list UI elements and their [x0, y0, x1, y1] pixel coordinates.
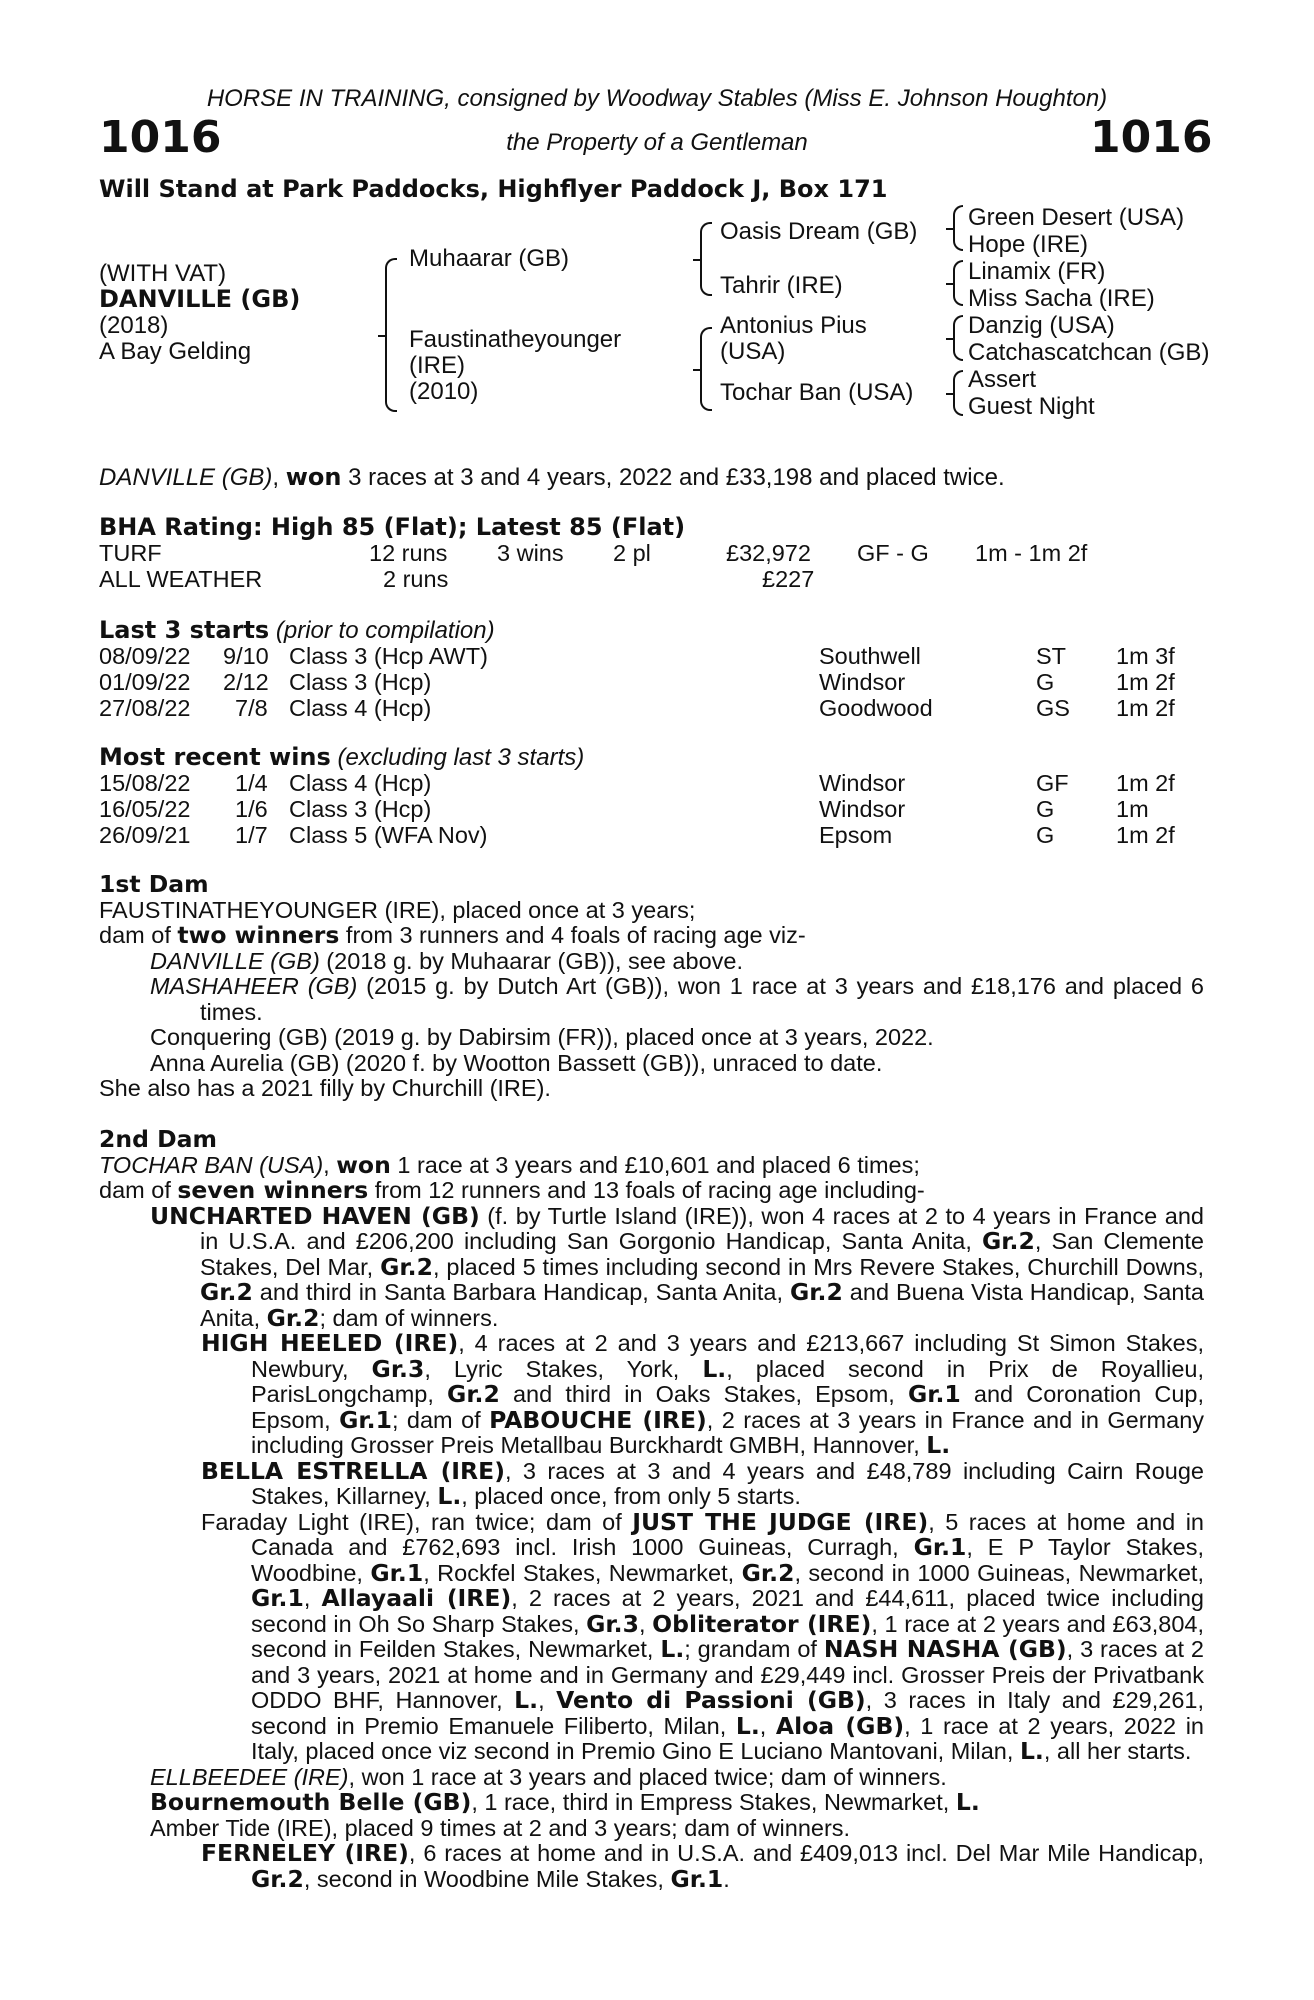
row-class: Class 3 (Hcp AWT) [289, 643, 488, 669]
first-dam-section [99, 872, 1204, 1102]
text: , [323, 1151, 337, 1178]
offspring-name: ELLBEEDEE (IRE) [150, 1763, 349, 1790]
text: , [638, 1610, 653, 1637]
pedigree-dds: Assert [968, 366, 1037, 393]
text: , San Clemente Stakes, Del Mar, [200, 1228, 1204, 1280]
row-course: Goodwood [819, 695, 933, 721]
grade: L. [437, 1482, 462, 1510]
consignment-line: HORSE IN TRAINING, consigned by Woodway Stables (Miss E. Johnson Houghton) [206, 85, 1108, 112]
row-position: 1/6 [235, 796, 268, 822]
text: , placed second in Prix de Royallieu, ParisLongchamp, [251, 1355, 1204, 1407]
text: , 3 races at 3 and 4 years and £48,789 including Cairn Rouge Stakes, Killarney, [251, 1457, 1204, 1509]
text: , 4 races at 2 and 3 years and £213,667 including St Simon Stakes, Newbury, [251, 1330, 1204, 1382]
row-date: 08/09/22 [99, 643, 191, 669]
first-dam-heading: 1st Dam [99, 870, 209, 898]
grade: Gr.2 [251, 1864, 304, 1893]
row-going: GF [1036, 770, 1069, 796]
text: , 1 race at 2 years and £63,804, second in Feilden Stakes, Newmarket, [251, 1610, 1204, 1662]
offspring-name: PABOUCHE (IRE) [489, 1405, 707, 1434]
turf-distance: 1m - 1m 2f [975, 540, 1088, 566]
pedigree-sdd: Miss Sacha (IRE) [968, 285, 1155, 312]
row-date: 01/09/22 [99, 669, 191, 695]
last3-heading [99, 618, 495, 644]
lot-number-left: 1016 [99, 112, 222, 163]
offspring-entry [99, 1456, 1204, 1510]
text: (2018 g. by Muhaarar (GB)), see above. [319, 947, 743, 974]
text: 1 race at 3 years and £10,601 and placed 6 times; [390, 1151, 920, 1178]
horse-name: DANVILLE (GB) [99, 285, 301, 313]
text: ; dam of [391, 1406, 490, 1433]
horse-year: (2018) [99, 312, 169, 339]
recent-heading [99, 745, 584, 771]
grade: L. [1019, 1737, 1044, 1765]
text: , second in 1000 Guineas, Newmarket, [794, 1559, 1204, 1586]
grade: Gr.1 [913, 1533, 967, 1561]
offspring-name: BELLA ESTRELLA (IRE) [201, 1456, 505, 1485]
row-distance: 1m 2f [1116, 695, 1175, 721]
second-dam-section [99, 1127, 1204, 1892]
pedigree-dam-line2: (IRE) [409, 352, 465, 379]
text: , Lyric Stakes, York, [424, 1355, 703, 1382]
offspring-entry [99, 1765, 1204, 1791]
row-class: Class 5 (WFA Nov) [289, 822, 488, 848]
offspring-name: FERNELEY (IRE) [201, 1839, 409, 1867]
pedigree-brace-3d [953, 370, 963, 416]
emphasis: won [336, 1150, 391, 1179]
text: , [759, 1712, 776, 1739]
offspring-name: Obliterator (IRE) [652, 1609, 872, 1638]
row-position: 7/8 [235, 695, 268, 721]
aw-runs: 2 runs [383, 566, 449, 592]
text: , [538, 1687, 557, 1713]
turf-runs: 12 runs [369, 540, 448, 566]
grade: Gr.1 [907, 1380, 961, 1408]
text: , 3 races in Italy and £29,261, second in Premio Emanuele Filiberto, Milan, [251, 1687, 1205, 1739]
text: , 2 races at 2 years, 2021 and £44,611, placed twice including second in Oh So Sharp Stakes, [251, 1585, 1204, 1637]
text: , placed once, from only 5 starts. [461, 1483, 801, 1509]
row-date: 27/08/22 [99, 695, 191, 721]
grade: Gr.1 [370, 1558, 424, 1587]
grade: Gr.2 [790, 1278, 843, 1306]
offspring-name: DANVILLE (GB) [150, 947, 320, 974]
recent-note: (excluding last 3 starts) [330, 744, 585, 771]
text: (f. by Turtle Island (IRE)), won 4 races at 2 to 4 years in France and in U.S.A. and £206,200 including San Gorgonio Handicap, Santa Anita, [200, 1202, 1204, 1254]
grade: Gr.3 [586, 1609, 639, 1638]
pedigree-dss: Danzig (USA) [968, 312, 1115, 339]
recent-title: Most recent wins [99, 743, 331, 771]
pedigree-sd: Tahrir (IRE) [720, 272, 843, 299]
row-class: Class 3 (Hcp) [289, 669, 432, 695]
horse-description: A Bay Gelding [99, 338, 252, 365]
text: , 1 race at 2 years, 2022 in Italy, placed once viz second in Premio Gino E Luciano Mantovani, Milan, [251, 1712, 1204, 1764]
row-distance: 1m [1116, 796, 1149, 822]
pedigree-ds-line1: Antonius Pius [720, 312, 867, 339]
offspring-name: UNCHARTED HAVEN (GB) [150, 1201, 480, 1230]
turf-wins: 3 wins [497, 540, 564, 566]
pedigree-brace-3c [953, 315, 963, 361]
grade: L. [660, 1635, 685, 1663]
text: ; dam of winners. [319, 1304, 499, 1331]
text: ; grandam of [684, 1636, 824, 1662]
text: , 2 races at 3 years in France and in Germany including Grosser Preis Metallbau Burckhardt GMBH, Hannover, [251, 1406, 1205, 1458]
first-dam-note: She also has a 2021 filly by Churchill (IRE). [99, 1075, 551, 1101]
offspring-entry [99, 974, 1204, 1025]
text: from 12 runners and 13 foals of racing age including- [368, 1177, 925, 1203]
grade: Gr.2 [266, 1303, 320, 1332]
row-going: G [1036, 669, 1055, 695]
last3-note: (prior to compilation) [269, 617, 495, 644]
pedigree-brace-2a [700, 222, 712, 296]
grade: L. [926, 1431, 951, 1459]
text: , 1 race, third in Empress Stakes, Newmarket, [471, 1789, 956, 1815]
grade: Gr.2 [200, 1278, 253, 1306]
pedigree-dsd: Catchascatchcan (GB) [968, 339, 1210, 366]
text: , placed 5 times including second in Mrs Revere Stakes, Churchill Downs, [432, 1253, 1204, 1280]
aw-prize: £227 [762, 566, 815, 592]
row-class: Class 4 (Hcp) [289, 695, 432, 721]
row-course: Southwell [819, 643, 921, 669]
text: Faraday Light (IRE), ran twice; dam of [201, 1508, 633, 1535]
second-dam-produce-intro [99, 1178, 1204, 1204]
offspring-name: HIGH HEELED (IRE) [201, 1329, 459, 1357]
turf-prize: £32,972 [726, 540, 811, 566]
offspring-name: Bournemouth Belle (GB) [150, 1788, 472, 1816]
offspring-name: Vento di Passioni (GB) [556, 1686, 866, 1714]
row-distance: 1m 3f [1116, 643, 1175, 669]
offspring-entry [99, 949, 1204, 975]
race-summary: DANVILLE (GB), won 3 races at 3 and 4 years, 2022 and £33,198 and placed twice. [99, 463, 1005, 491]
offspring-name: JUST THE JUDGE (IRE) [632, 1507, 929, 1536]
pedigree-brace-3a [953, 205, 963, 251]
grade: Gr.1 [670, 1864, 724, 1893]
offspring-name: Aloa (GB) [775, 1711, 905, 1740]
text: and Buena Vista Handicap, Santa Anita, [200, 1279, 1204, 1331]
first-dam-produce-intro [99, 923, 1204, 949]
text: , 6 races at home and in U.S.A. and £409,013 incl. Del Mar Mile Handicap, [408, 1840, 1204, 1866]
pedigree-ssd: Hope (IRE) [968, 231, 1089, 258]
pedigree-brace-2b [700, 327, 712, 411]
text: , E P Taylor Stakes, Woodbine, [251, 1534, 1204, 1586]
offspring-entry: Conquering (GB) (2019 g. by Dabirsim (FR)), placed once at 3 years, 2022. [150, 1024, 934, 1050]
text: and Coronation Cup, Epsom, [251, 1381, 1204, 1433]
pedigree-sire: Muhaarar (GB) [409, 245, 570, 272]
stand-location: Will Stand at Park Paddocks, Highflyer Paddock J, Box 171 [99, 175, 888, 203]
text: from 3 runners and 4 foals of racing age viz- [339, 922, 806, 948]
text: and third in Oaks Stakes, Epsom, [499, 1381, 908, 1407]
second-dam-heading: 2nd Dam [99, 1125, 217, 1153]
last3-title: Last 3 starts [99, 616, 270, 644]
turf-placed: 2 pl [613, 540, 651, 566]
text: . [723, 1865, 730, 1892]
text: , won 1 race at 3 years and placed twice; dam of winners. [348, 1763, 947, 1790]
pedigree-sds: Linamix (FR) [968, 258, 1106, 285]
turf-label: TURF [99, 540, 162, 566]
summary-name: DANVILLE (GB) [99, 464, 273, 491]
row-date: 15/08/22 [99, 770, 191, 796]
offspring-entry: Amber Tide (IRE), placed 9 times at 2 and 3 years; dam of winners. [150, 1814, 851, 1841]
grade: Gr.1 [251, 1584, 304, 1612]
aw-label: ALL WEATHER [99, 566, 263, 592]
pedigree-sss: Green Desert (USA) [968, 204, 1185, 231]
vat-note: (WITH VAT) [99, 260, 227, 287]
row-distance: 1m 2f [1116, 770, 1175, 796]
row-distance: 1m 2f [1116, 669, 1175, 695]
row-course: Windsor [819, 796, 906, 822]
row-course: Windsor [819, 669, 906, 695]
grade: L. [702, 1354, 727, 1383]
pedigree-ds-line2: (USA) [720, 338, 786, 365]
row-going: G [1036, 796, 1055, 822]
first-dam-line: FAUSTINATHEYOUNGER (IRE), placed once at 3 years; [99, 896, 696, 923]
grade: Gr.2 [982, 1227, 1035, 1255]
pedigree-dd: Tochar Ban (USA) [720, 379, 914, 406]
summary-text: 3 races at 3 and 4 years, 2022 and £33,198 and placed twice. [341, 464, 1005, 491]
row-class: Class 3 (Hcp) [289, 796, 432, 822]
grade: L. [514, 1686, 539, 1714]
property-line: the Property of a Gentleman [506, 129, 808, 156]
grade: Gr.2 [380, 1252, 433, 1281]
grade: Gr.3 [371, 1354, 425, 1383]
offspring-entry [99, 1841, 1204, 1892]
grade: Gr.2 [447, 1380, 500, 1408]
grade: L. [735, 1711, 760, 1740]
row-position: 2/12 [223, 669, 269, 695]
text: , Rockfel Stakes, Newmarket, [423, 1559, 742, 1586]
turf-going: GF - G [857, 540, 929, 566]
grade: L. [955, 1788, 980, 1816]
row-course: Epsom [819, 822, 893, 848]
pedigree-brace-1 [385, 258, 397, 412]
offspring-name: Allayaali (IRE) [321, 1584, 512, 1612]
rating-heading: BHA Rating: High 85 (Flat); Latest 85 (Flat) [99, 513, 686, 541]
pedigree-brace-3b [953, 260, 963, 306]
row-class: Class 4 (Hcp) [289, 770, 432, 796]
row-going: G [1036, 822, 1055, 848]
lot-number-right: 1016 [1090, 112, 1213, 163]
offspring-entry [99, 1201, 1204, 1332]
offspring-entry [99, 1790, 1204, 1816]
summary-won: won [285, 463, 342, 491]
text: , second in Woodbine Mile Stakes, [303, 1865, 671, 1892]
emphasis: two winners [177, 921, 340, 949]
row-date: 16/05/22 [99, 796, 191, 822]
text: , all her starts. [1043, 1738, 1192, 1764]
pedigree-ss: Oasis Dream (GB) [720, 218, 918, 245]
grade: Gr.1 [339, 1405, 392, 1434]
pedigree-dam-line3: (2010) [409, 378, 479, 405]
text: , 5 races at home and in Canada and £762,693 incl. Irish 1000 Guineas, Curragh, [251, 1508, 1204, 1560]
row-going: GS [1036, 695, 1070, 721]
row-date: 26/09/21 [99, 822, 191, 848]
dam-name: TOCHAR BAN (USA) [99, 1151, 324, 1178]
second-dam-line [99, 1150, 1204, 1179]
offspring-entry: Anna Aurelia (GB) (2020 f. by Wootton Bassett (GB)), unraced to date. [150, 1049, 883, 1076]
row-position: 1/7 [235, 822, 268, 848]
pedigree-ddd: Guest Night [968, 393, 1095, 420]
row-going: ST [1036, 643, 1067, 669]
text: (2015 g. by Dutch Art (GB)), won 1 race at 3 years and £18,176 and placed 6 times. [200, 973, 1204, 1025]
text: dam of [99, 1177, 178, 1203]
emphasis: seven winners [177, 1176, 369, 1204]
offspring-name: NASH NASHA (GB) [823, 1635, 1067, 1663]
row-position: 9/10 [223, 643, 269, 669]
row-course: Windsor [819, 770, 906, 796]
offspring-name: MASHAHEER (GB) [150, 973, 358, 999]
text: and third in Santa Barbara Handicap, Santa Anita, [252, 1279, 790, 1305]
offspring-entry [99, 1507, 1205, 1765]
text: , 3 races at 2 and 3 years, 2021 at home and in Germany and £29,449 incl. Grosser Preis der Privatbank ODDO BHF, Hannover, [251, 1636, 1204, 1713]
row-position: 1/4 [235, 770, 268, 796]
row-distance: 1m 2f [1116, 822, 1175, 848]
pedigree-dam-line1: Faustinatheyounger [409, 326, 622, 353]
text: , [303, 1585, 322, 1611]
text: dam of [99, 922, 178, 948]
offspring-entry [99, 1331, 1204, 1459]
grade: Gr.2 [741, 1558, 795, 1587]
